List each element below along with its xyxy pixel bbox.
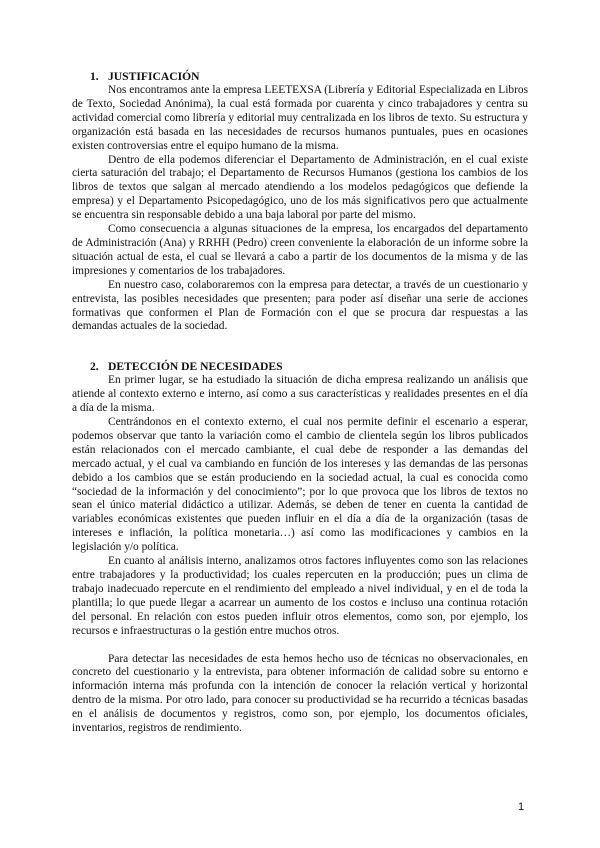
paragraph: Centrándonos en el contexto externo, el cual nos permite definir el escenario a esperar, podemos observar que tanto la variación como el cambio de clientela según los libros publicados están relacionados con el mercado cambiante, el cual debe de responder a las demandas del mercado actual, y el cual va cambiando en función de los intereses y las demandas de las personas debido a los cambios que se están produciendo en la sociedad actual, la cual es conocida como “sociedad de la información y del conocimiento”; por lo que provoca que los libros de textos no sean el único material didáctico a utilizar. Además, se deben de tener en cuenta la cantidad de variables económicas existentes que pueden influir en el día a día de la organización (tasas de intereses e inflación, la política monetaria…) así como las modificaciones y cambios en la legislación y/o política.: [72, 416, 528, 554]
spacer: [72, 334, 528, 360]
page-number: 1: [518, 801, 525, 813]
paragraph: En nuestro caso, colaboraremos con la empresa para detectar, a través de un cuestionario y entrevista, las posibles necesidades que presenten; para poder así diseñar una serie de acciones formativas que conformen el Plan de Formación con el que se procura dar respuestas a las demandas actuales de la sociedad.: [72, 278, 528, 333]
spacer: [72, 639, 528, 653]
paragraph: En primer lugar, se ha estudiado la situación de dicha empresa realizando un análisis que atiende al contexto externo e interno, así como a sus características y realidades presentes en el día a día de la misma.: [72, 374, 528, 415]
section-heading-justificacion: 1. JUSTIFICACIÓN: [90, 70, 200, 83]
paragraph: Nos encontramos ante la empresa LEETEXSA (Librería y Editorial Especializada en Libros de Texto, Sociedad Anónima), la cual está formada por cuarenta y cinco trabajadores y centra su actividad comercial como librería y editorial muy centralizada en los libros de texto. Su estructura y organización está basada en las necesidades de recursos humanos puntuales, pues en ocasiones existen controversias entre el equipo humano de la misma.: [72, 84, 528, 152]
paragraph: En cuanto al análisis interno, analizamos otros factores influyentes como son las relaciones entre trabajadores y la productividad; los cuales repercuten en la producción; pues un clima de trabajo inadecuado repercute en el rendimiento del empleado a nivel individual, y en el de toda la plantilla; lo que puede llegar a acarrear un aumento de los costos e incluso una continua rotación del personal. En relación con estos pueden influir otros elementos, como son, por ejemplo, los recursos e infraestructuras o la gestión entre muchos otros.: [72, 555, 528, 637]
paragraph: Como consecuencia a algunas situaciones de la empresa, los encargados del departamento de Administración (Ana) y RRHH (Pedro) creen conveniente la elaboración de un informe sobre la situación actual de esta, el cual se llevará a cabo a partir de los documentos de la misma y de las impresiones y comentarios de los trabajadores.: [72, 223, 528, 277]
section-heading-deteccion: 2. DETECCIÓN DE NECESIDADES: [90, 360, 283, 374]
paragraph: Dentro de ella podemos diferenciar el Departamento de Administración, en el cual existe cierta saturación del trabajo; el Departamento de Recursos Humanos (gestiona los cambios de los libros de textos que salgan al mercado atendiendo a los modelos pedagógicos que defiende la empresa) y el Departamento Psicopedagógico, uno de los más significativos pero que actualmente se encuentra sin responsable debido a una baja laboral por parte del mismo.: [72, 153, 528, 222]
paragraph: Para detectar las necesidades de esta hemos hecho uso de técnicas no observacionales, en concreto del cuestionario y la entrevista, para obtener información de calidad sobre su entorno e información interna más profunda con la intención de conocer la relación vertical y horizontal dentro de la misma. Por otro lado, para conocer su productividad se ha recurrido a técnicas basadas en el análisis de documentos y registros, como son, por ejemplo, los documentos oficiales, inventarios, registros de rendimiento.: [72, 652, 528, 735]
document-body: [72, 70, 528, 736]
